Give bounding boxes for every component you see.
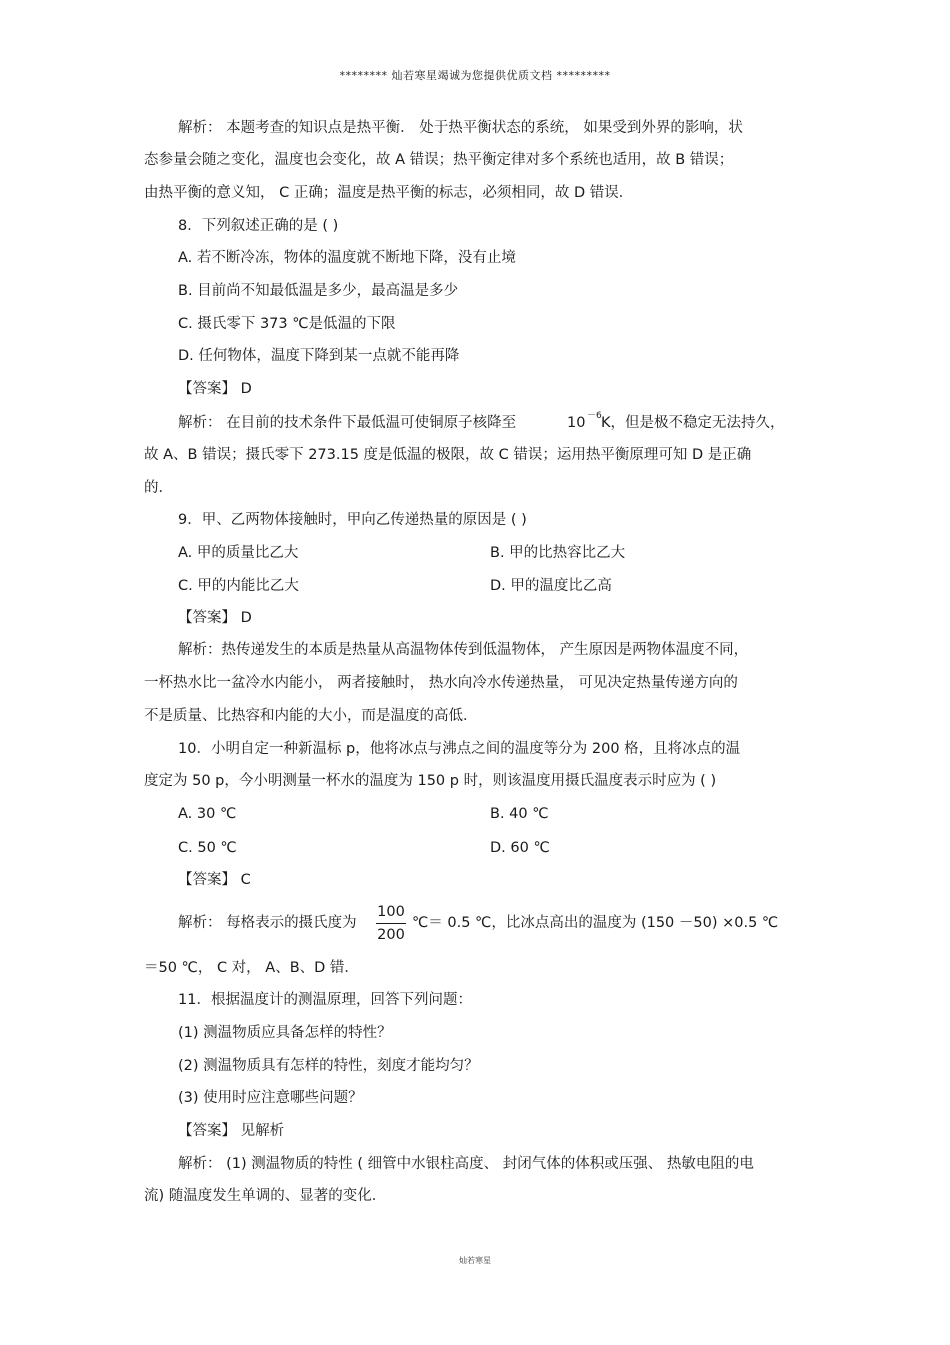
text-line: 故 A、B 错误；摄氏零下 273.15 度是低温的极限，故 C 错误；运用热平衡原理可知 D 是正确	[144, 447, 752, 463]
option-c: C. 50 ℃	[178, 840, 237, 856]
text-line: 不是质量、比热容和内能的大小，而是温度的高低．	[144, 708, 478, 724]
option-b: B. 40 ℃	[490, 806, 549, 822]
sub-question: (2) 测温物质具有怎样的特性，刻度才能均匀？	[178, 1058, 479, 1074]
option-a: A. 甲的质量比乙大	[178, 545, 299, 561]
question-8: 8．下列叙述正确的是 ( )	[178, 218, 339, 234]
option-b: B. 目前尚不知最低温是多少，最高温是多少	[178, 283, 459, 299]
page-header: ******** 灿若寒星竭诚为您提供优质文档 *********	[339, 69, 611, 82]
text-line: 态参量会随之变化，温度也会变化，故 A 错误；热平衡定律对多个系统也适用，故 B 错误；	[144, 152, 734, 168]
option-d: D. 60 ℃	[490, 840, 550, 856]
text-line: ＝50 ℃， C 对， A、B、D 错．	[144, 960, 359, 976]
superscript: －6	[587, 411, 602, 421]
text-line: 的．	[144, 480, 173, 496]
option-d: D. 甲的温度比乙高	[490, 578, 612, 594]
sub-question: (1) 测温物质应具备怎样的特性？	[178, 1025, 392, 1041]
text-line: ℃＝ 0.5 ℃，比冰点高出的温度为 (150 －50) ×0.5 ℃	[412, 915, 779, 931]
answer-8: 【答案】 D	[178, 381, 252, 397]
text-line: 流) 随温度发生单调的、显著的变化．	[144, 1188, 387, 1204]
page-footer: 灿若寒星	[459, 1256, 491, 1265]
text-line: 一杯热水比一盆冷水内能小， 两者接触时， 热水向冷水传递热量， 可见决定热量传递方向的	[144, 675, 738, 691]
option-c: C. 摄氏零下 373 ℃是低温的下限	[178, 316, 396, 332]
answer-10: 【答案】 C	[178, 872, 251, 888]
text-line: 解析： (1) 测温物质的特性 ( 细管中水银柱高度、 封闭气体的体积或压强、 热敏电阻的电	[178, 1156, 754, 1172]
question-10: 10．小明自定一种新温标 p，他将冰点与沸点之间的温度等分为 200 格，且将冰点的温	[178, 741, 741, 757]
question-10: 度定为 50 p，今小明测量一杯水的温度为 150 p 时，则该温度用摄氏温度表示时应为 ( )	[144, 773, 717, 789]
text-line: 解析： 本题考查的知识点是热平衡． 处于热平衡状态的系统， 如果受到外界的影响，状	[178, 120, 743, 136]
text-line: K，但是极不稳定无法持久，	[601, 415, 785, 431]
answer-11: 【答案】 见解析	[178, 1123, 285, 1139]
option-b: B. 甲的比热容比乙大	[490, 545, 626, 561]
fraction-numerator: 100	[377, 904, 405, 920]
text-line: 解析：热传递发生的本质是热量从高温物体传到低温物体， 产生原因是两物体温度不同，	[178, 642, 749, 658]
text-line: 解析： 每格表示的摄氏度为	[178, 915, 357, 931]
question-11: 11．根据温度计的测温原理，回答下列问题：	[178, 992, 472, 1008]
option-d: D. 任何物体，温度下降到某一点就不能再降	[178, 348, 460, 364]
sub-question: (3) 使用时应注意哪些问题？	[178, 1090, 363, 1106]
text-line: 10	[567, 415, 586, 431]
question-9: 9．甲、乙两物体接触时，甲向乙传递热量的原因是 ( )	[178, 512, 527, 528]
option-a: A. 30 ℃	[178, 806, 237, 822]
option-a: A. 若不断冷冻，物体的温度就不断地下降，没有止境	[178, 250, 516, 266]
fraction-denominator: 200	[377, 927, 405, 943]
text-line: 解析： 在目前的技术条件下最低温可使铜原子核降至	[178, 415, 517, 431]
fraction	[376, 902, 406, 945]
text-line: 由热平衡的意义知， C 正确；温度是热平衡的标志，必须相同，故 D 错误．	[144, 185, 634, 201]
answer-9: 【答案】 D	[178, 610, 252, 626]
option-c: C. 甲的内能比乙大	[178, 578, 299, 594]
fraction-bar	[376, 923, 406, 924]
